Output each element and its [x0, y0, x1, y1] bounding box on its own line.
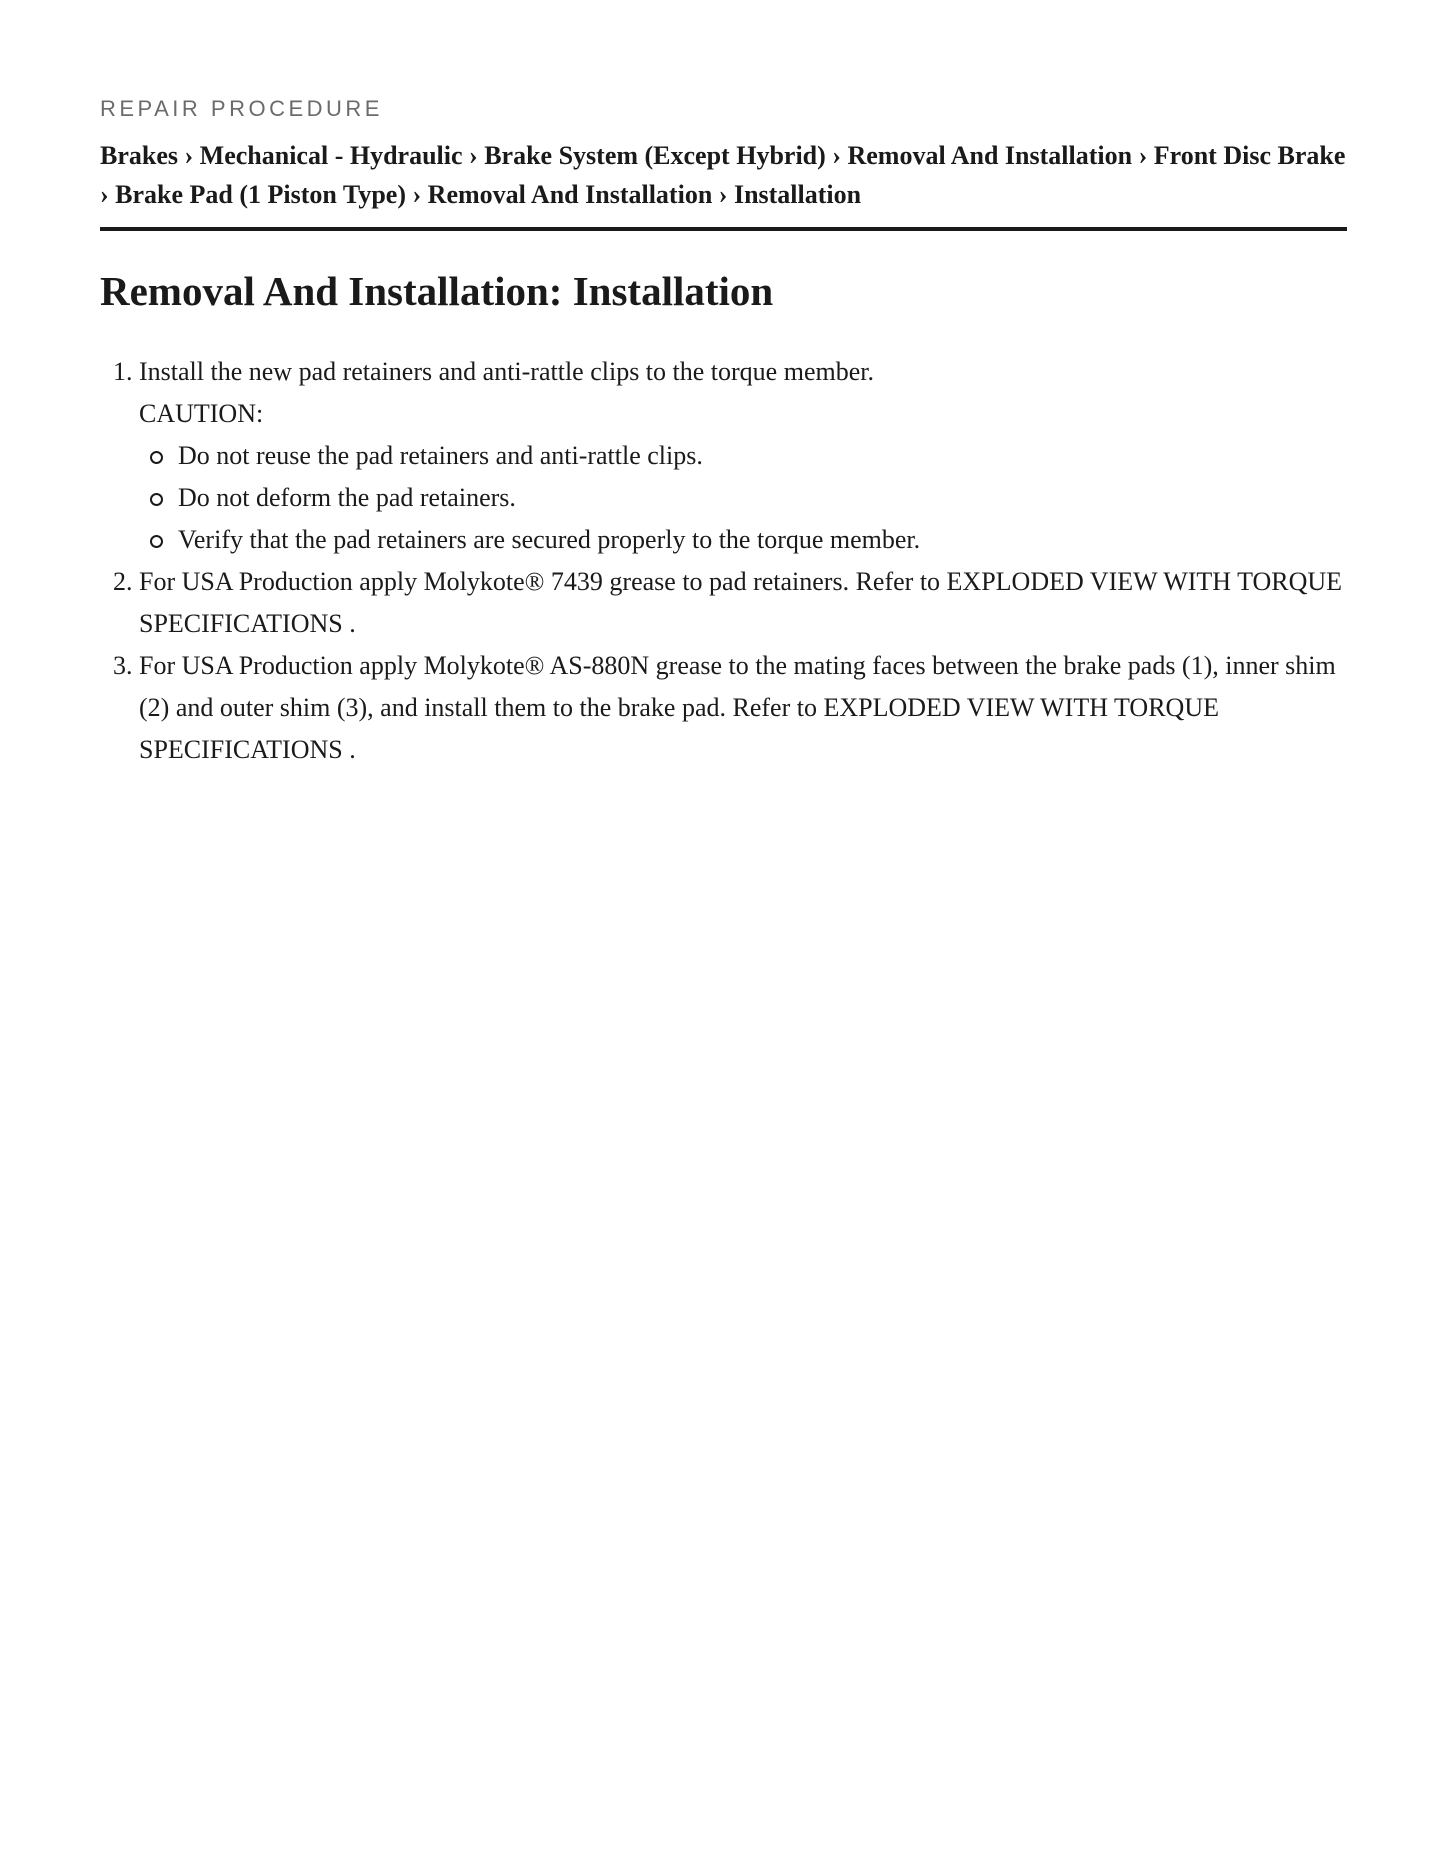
section-kicker: REPAIR PROCEDURE — [100, 96, 383, 121]
breadcrumb-separator: › — [184, 141, 200, 170]
caution-item: Verify that the pad retainers are secured properly to the torque member. — [178, 519, 1347, 561]
breadcrumb-item[interactable]: Brakes — [100, 141, 178, 170]
breadcrumb-separator: › — [718, 180, 734, 209]
breadcrumb-item-current: Installation — [733, 180, 862, 209]
breadcrumb-item[interactable]: Mechanical - Hydraulic — [199, 141, 463, 170]
breadcrumb — [100, 136, 1347, 231]
breadcrumb-item[interactable]: Front Disc Brake — [1153, 141, 1346, 170]
step-item — [139, 351, 1347, 561]
page-title: Removal And Installation: Installation — [100, 268, 774, 314]
breadcrumb-separator: › — [832, 141, 848, 170]
step-text: Install the new pad retainers and anti-rattle clips to the torque member. — [139, 357, 874, 386]
breadcrumb-separator: › — [412, 180, 428, 209]
breadcrumb-separator: › — [100, 180, 116, 209]
procedure-steps — [100, 351, 1347, 771]
caution-item: Do not deform the pad retainers. — [178, 477, 1347, 519]
breadcrumb-separator: › — [1138, 141, 1154, 170]
breadcrumb-item[interactable]: Removal And Installation — [847, 141, 1133, 170]
breadcrumb-item[interactable]: Brake Pad (1 Piston Type) — [115, 180, 406, 209]
document-page — [100, 0, 1347, 771]
step-item — [139, 561, 1347, 645]
caution-label: CAUTION: — [139, 399, 264, 428]
step-text: For USA Production apply Molykote® AS-880N grease to the mating faces between the brake pads (1), inner shim (2) and outer shim (3), and install them to the brake pad. Refer to EXPLODED VIEW WITH TORQUE SPECIFICATIONS . — [139, 651, 1336, 764]
caution-list — [139, 435, 1347, 561]
caution-item: Do not reuse the pad retainers and anti-rattle clips. — [178, 435, 1347, 477]
breadcrumb-separator: › — [469, 141, 485, 170]
step-text: For USA Production apply Molykote® 7439 grease to pad retainers. Refer to EXPLODED VIEW WITH TORQUE SPECIFICATIONS . — [139, 567, 1343, 638]
breadcrumb-item[interactable]: Removal And Installation — [427, 180, 713, 209]
step-item — [139, 645, 1347, 771]
breadcrumb-item[interactable]: Brake System (Except Hybrid) — [484, 141, 826, 170]
